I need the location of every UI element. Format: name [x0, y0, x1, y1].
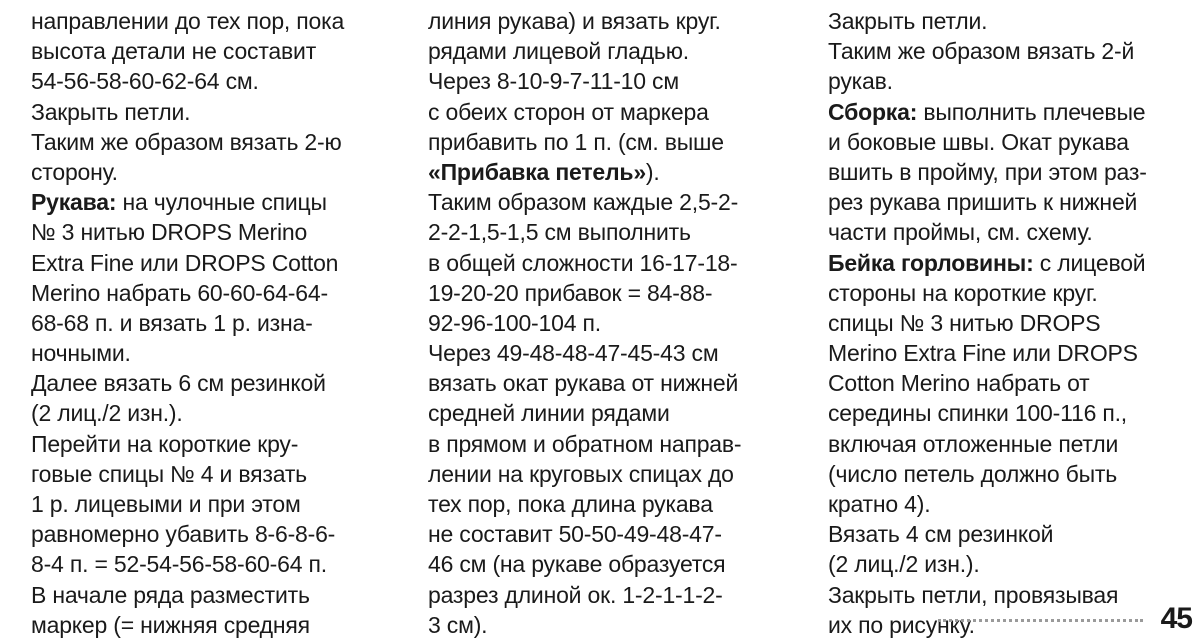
text-column-3	[828, 6, 1198, 640]
line-text: сторону.	[31, 158, 118, 185]
text-line	[828, 278, 1198, 308]
line-text: ночными.	[31, 340, 131, 367]
line-text: с лицевой	[1033, 249, 1146, 276]
line-text: линия рукава) и вязать круг.	[428, 8, 721, 34]
line-text: говые спицы № 4 и вязать	[31, 460, 307, 487]
line-text: высота детали не составит	[31, 38, 317, 65]
footer-dotted-rule	[938, 619, 1143, 622]
text-line	[31, 248, 401, 278]
line-text: 8-4 п. = 52-54-56-58-60-64 п.	[31, 551, 327, 578]
line-text: рукав.	[828, 68, 893, 95]
text-line	[31, 429, 401, 459]
line-text: спицы № 3 нитью DROPS	[828, 309, 1101, 336]
text-line	[31, 187, 401, 217]
text-line	[428, 308, 808, 338]
line-text: в общей сложности 16-17-18-	[428, 249, 738, 276]
text-line	[828, 489, 1198, 519]
line-text: их по рисунку.	[828, 611, 975, 638]
line-text: Закрыть петли.	[828, 8, 988, 34]
text-line	[31, 459, 401, 489]
text-line	[828, 459, 1198, 489]
section-heading: Бейка горловины:	[828, 249, 1034, 276]
text-line	[31, 398, 401, 428]
text-line	[428, 127, 808, 157]
section-heading: Рукава:	[31, 189, 117, 216]
text-line	[828, 127, 1198, 157]
line-text: 3 см).	[428, 611, 488, 638]
line-text: стороны на короткие круг.	[828, 279, 1098, 306]
text-line	[31, 580, 401, 610]
line-text: середины спинки 100-116 п.,	[828, 400, 1127, 427]
text-line	[31, 278, 401, 308]
line-text: № 3 нитью DROPS Merino	[31, 219, 308, 246]
line-text: Таким образом каждые 2,5-2-	[428, 189, 739, 216]
text-column-2	[428, 6, 808, 640]
text-line	[31, 36, 401, 66]
text-line	[828, 549, 1198, 579]
line-text: Extra Fine или DROPS Cotton	[31, 249, 339, 276]
text-line	[31, 127, 401, 157]
line-text: разрез длиной ок. 1-2-1-1-2-	[428, 581, 723, 608]
text-line	[828, 580, 1198, 610]
text-line	[428, 217, 808, 247]
line-text: лении на круговых спицах до	[428, 460, 734, 487]
line-text: 68-68 п. и вязать 1 р. изна-	[31, 309, 313, 336]
text-line	[828, 368, 1198, 398]
text-line	[428, 97, 808, 127]
text-line	[31, 519, 401, 549]
text-line	[828, 157, 1198, 187]
text-line	[428, 580, 808, 610]
text-line	[428, 248, 808, 278]
line-text: Закрыть петли, провязывая	[828, 581, 1119, 608]
text-column-1	[31, 6, 401, 640]
text-line	[828, 6, 1198, 36]
text-line	[428, 36, 808, 66]
line-text: Таким же образом вязать 2-ю	[31, 128, 342, 155]
line-text: Merino набрать 60-60-64-64-	[31, 279, 328, 306]
text-line	[828, 308, 1198, 338]
text-line	[828, 338, 1198, 368]
text-line	[31, 6, 401, 36]
line-text: Cotton Merino набрать от	[828, 370, 1090, 397]
line-text: Merino Extra Fine или DROPS	[828, 340, 1138, 367]
text-line	[428, 187, 808, 217]
text-line	[428, 66, 808, 96]
section-heading: «Прибавка петель»	[428, 158, 646, 185]
text-line	[428, 157, 808, 187]
line-text: 19-20-20 прибавок = 84-88-	[428, 279, 713, 306]
line-text: Вязать 4 см резинкой	[828, 521, 1054, 548]
line-text: 1 р. лицевыми и при этом	[31, 491, 301, 517]
line-text: с обеих сторон от маркера	[428, 98, 709, 125]
line-text: 54-56-58-60-62-64 см.	[31, 68, 259, 95]
line-text: на чулочные спицы	[116, 189, 327, 216]
line-text: маркер (= нижняя средняя	[31, 611, 310, 638]
line-text: (2 лиц./2 изн.).	[828, 551, 980, 578]
text-line	[828, 217, 1198, 247]
text-line	[428, 489, 808, 519]
text-line	[31, 157, 401, 187]
line-text: В начале ряда разместить	[31, 581, 310, 608]
text-line	[31, 549, 401, 579]
line-text: (2 лиц./2 изн.).	[31, 400, 183, 427]
text-line	[428, 398, 808, 428]
line-text: и боковые швы. Окат рукава	[828, 128, 1129, 155]
line-text: (число петель должно быть	[828, 460, 1118, 487]
line-text: равномерно убавить 8-6-8-6-	[31, 521, 336, 548]
line-text: Закрыть петли.	[31, 98, 191, 125]
text-line	[828, 610, 1198, 640]
line-text: Через 8-10-9-7-11-10 см	[428, 68, 679, 95]
text-line	[428, 519, 808, 549]
text-line	[31, 610, 401, 640]
text-line	[828, 36, 1198, 66]
text-line	[428, 6, 808, 36]
line-text: 92-96-100-104 п.	[428, 309, 601, 336]
line-text: Перейти на короткие кру-	[31, 430, 299, 457]
line-text: вшить в пройму, при этом раз-	[828, 158, 1147, 185]
line-text: средней линии рядами	[428, 400, 670, 427]
line-text: тех пор, пока длина рукава	[428, 491, 713, 517]
page-number: 45	[1160, 602, 1192, 635]
line-text: не составит 50-50-49-48-47-	[428, 521, 722, 548]
line-text: Таким же образом вязать 2-й	[828, 38, 1135, 65]
line-text: в прямом и обратном направ-	[428, 430, 742, 457]
text-line	[428, 278, 808, 308]
line-text: включая отложенные петли	[828, 430, 1119, 457]
line-text: Через 49-48-48-47-45-43 см	[428, 340, 719, 367]
text-line	[31, 97, 401, 127]
line-text: кратно 4).	[828, 491, 931, 517]
line-text: направлении до тех пор, пока	[31, 8, 345, 34]
text-line	[828, 398, 1198, 428]
text-line	[31, 368, 401, 398]
text-line	[31, 217, 401, 247]
text-line	[828, 187, 1198, 217]
text-line	[828, 97, 1198, 127]
text-line	[828, 248, 1198, 278]
text-line	[828, 519, 1198, 549]
line-text: Далее вязать 6 см резинкой	[31, 370, 326, 397]
line-text: ).	[645, 158, 660, 185]
text-line	[428, 368, 808, 398]
text-line	[31, 66, 401, 96]
text-line	[31, 338, 401, 368]
text-line	[828, 429, 1198, 459]
line-text: вязать окат рукава от нижней	[428, 370, 739, 397]
line-text: прибавить по 1 п. (см. выше	[428, 128, 724, 155]
text-line	[428, 338, 808, 368]
text-line	[31, 308, 401, 338]
text-line	[428, 429, 808, 459]
text-line	[428, 610, 808, 640]
section-heading: Сборка:	[828, 98, 918, 125]
line-text: рез рукава пришить к нижней	[828, 189, 1138, 216]
text-line	[428, 549, 808, 579]
text-line	[428, 459, 808, 489]
text-line	[828, 66, 1198, 96]
line-text: выполнить плечевые	[917, 98, 1146, 125]
line-text: рядами лицевой гладью.	[428, 38, 689, 65]
line-text: части проймы, см. схему.	[828, 219, 1093, 246]
line-text: 2-2-1,5-1,5 см выполнить	[428, 219, 691, 246]
line-text: 46 см (на рукаве образуется	[428, 551, 726, 578]
text-line	[31, 489, 401, 519]
